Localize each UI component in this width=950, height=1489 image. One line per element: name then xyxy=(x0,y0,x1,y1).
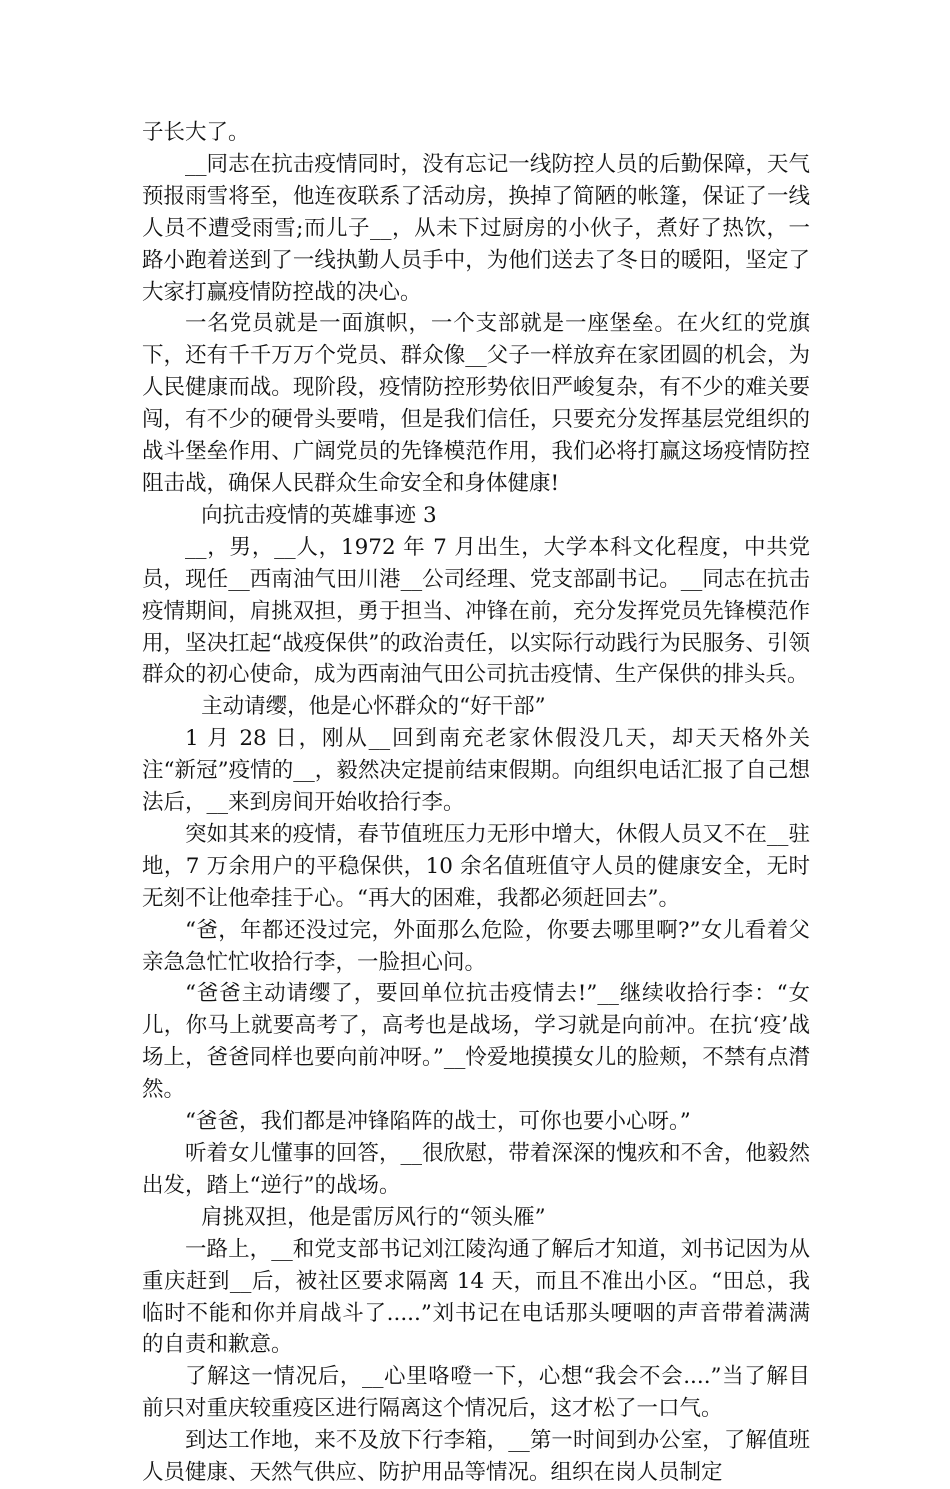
paragraph: “爸爸，我们都是冲锋陷阵的战士，可你也要小心呀。” xyxy=(185,1109,691,1135)
section-subtitle: 主动请缨，他是心怀群众的“好干部” xyxy=(201,694,546,720)
section-title: 向抗击疫情的英雄事迹 3 xyxy=(201,502,437,528)
paragraph: __同志在抗击疫情同时，没有忘记一线防控人员的后勤保障，天气预报雨雪将至，他连夜联系了活动房，换掉了简陋的帐篷，保证了一线人员不遭受雨雪;而儿子__，从未下过厨房的小伙子，煮好了热饮，一路小跑着送到了一线执勤人员手中，为他们送去了冬日的暖阳，坚定了大家打赢疫情防控战的决心。 xyxy=(142,151,810,305)
document-body xyxy=(142,117,810,1489)
paragraph: 一路上，__和党支部书记刘江陵沟通了解后才知道，刘书记因为从重庆赶到__后，被社区要求隔离 14 天，而且不准出小区。“田总，我临时不能和你并肩战斗了.....”刘书记在电话那头哽咽的声音带着满满的自责和歉意。 xyxy=(142,1236,810,1358)
paragraph: 到达工作地，来不及放下行李箱，__第一时间到办公室，了解值班人员健康、天然气供应、防护用品等情况。组织在岗人员制定 xyxy=(142,1428,810,1486)
paragraph: 突如其来的疫情，春节值班压力无形中增大，休假人员又不在__驻地，7 万余用户的平稳保供，10 余名值班值守人员的健康安全，无时无刻不让他牵挂于心。“再大的困难，我都必须赶回去”。 xyxy=(142,821,810,911)
paragraph: 1 月 28 日，刚从__回到南充老家休假没几天，却天天格外关注“新冠”疫情的__，毅然决定提前结束假期。向组织电话汇报了自己想法后，__来到房间开始收拾行李。 xyxy=(142,726,810,816)
paragraph: “爸爸主动请缨了，要回单位抗击疫情去!”__继续收拾行李：“女儿，你马上就要高考了，高考也是战场，学习就是向前冲。在抗‘疫’战场上，爸爸同样也要向前冲呀。”__怜爱地摸摸女儿的脸颊，不禁有点潸然。 xyxy=(142,981,810,1103)
paragraph: __，男，__人，1972 年 7 月出生，大学本科文化程度，中共党员，现任__西南油气田川港__公司经理、党支部副书记。__同志在抗击疫情期间，肩挑双担，勇于担当、冲锋在前，充分发挥党员先锋模范作用，坚决扛起“战疫保供”的政治责任，以实际行动践行为民服务、引领群众的初心使命，成为西南油气田公司抗击疫情、生产保供的排头兵。 xyxy=(142,534,810,688)
section-subtitle: 肩挑双担，他是雷厉风行的“领头雁” xyxy=(201,1204,546,1230)
paragraph: 听着女儿懂事的回答，__很欣慰，带着深深的愧疚和不舍，他毅然出发，踏上“逆行”的战场。 xyxy=(142,1141,810,1198)
paragraph: 了解这一情况后，__心里咯噔一下，心想“我会不会....”当了解目前只对重庆较重疫区进行隔离这个情况后，这才松了一口气。 xyxy=(142,1364,810,1422)
paragraph: 子长大了。 xyxy=(142,120,250,145)
paragraph: “爸，年都还没过完，外面那么危险，你要去哪里啊?”女儿看着父亲急急忙忙收拾行李，一脸担心问。 xyxy=(142,917,810,975)
paragraph: 一名党员就是一面旗帜，一个支部就是一座堡垒。在火红的党旗下，还有千千万万个党员、群众像__父子一样放弃在家团圆的机会，为人民健康而战。现阶段，疫情防控形势依旧严峻复杂，有不少的难关要闯，有不少的硬骨头要啃，但是我们信任，只要充分发挥基层党组织的战斗堡垒作用、广阔党员的先锋模范作用，我们必将打赢这场疫情防控阻击战，确保人民群众生命安全和身体健康! xyxy=(142,311,810,496)
